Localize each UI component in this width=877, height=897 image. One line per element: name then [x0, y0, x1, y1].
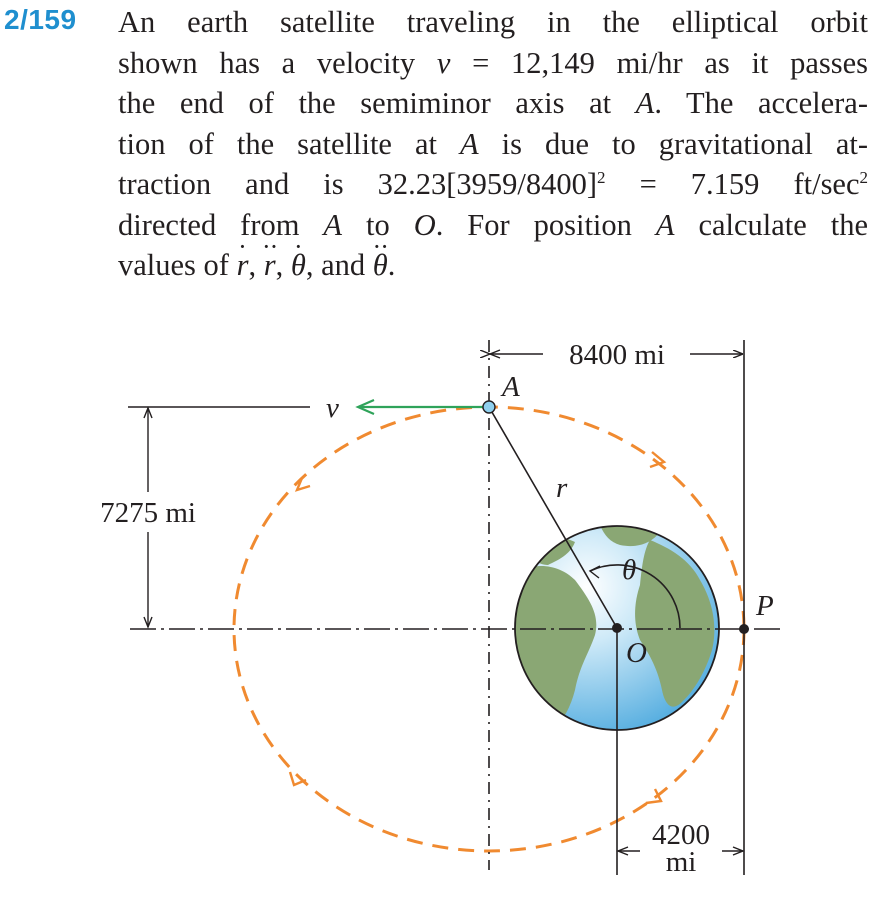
dimension-4200-unit: mi	[665, 846, 697, 878]
label-p: P	[756, 590, 774, 622]
point-p	[739, 624, 749, 634]
label-v: v	[326, 392, 339, 424]
dimension-8400	[490, 339, 743, 371]
theta-dot: · θ	[291, 245, 306, 286]
satellite-a	[483, 401, 495, 413]
label-a: A	[502, 371, 520, 403]
dimension-7275-label: 7275 mi	[100, 497, 196, 529]
theta-double-dot: ·· θ	[373, 245, 388, 286]
problem-line-5: traction and is $32.23[3959/8400]^2 = 7.159$ $ft/\sec^2$	[118, 167, 869, 201]
problem-line-2: shown has a velocity v = 12,149 mi/hr as it passes	[118, 45, 869, 80]
problem-line-7: values of · r, ·· r, · θ, and ·· θ.	[118, 245, 868, 286]
point-o	[612, 623, 622, 633]
dimension-7275	[100, 407, 310, 627]
problem-line-6: directed from A to O. For position A calculate the	[118, 207, 869, 242]
label-theta: θ	[622, 554, 637, 586]
dimension-4200-label: 4200	[652, 819, 710, 851]
r-dot: · r	[237, 245, 249, 286]
problem-line-4: tion of the satellite at A is due to gravitational at-	[118, 126, 869, 161]
label-r: r	[556, 472, 568, 504]
label-o: O	[626, 637, 647, 669]
orbit-arrow-lower-right	[646, 789, 661, 803]
problem-line-1: An earth satellite traveling in the elliptical orbit	[118, 5, 868, 39]
dimension-4200	[618, 819, 743, 878]
problem-number: 2/159	[4, 4, 77, 35]
problem-line-3: the end of the semiminor axis at A. The accelera-	[118, 86, 868, 120]
dimension-8400-label: 8400 mi	[569, 339, 665, 371]
r-double-dot: ·· r	[264, 245, 276, 286]
